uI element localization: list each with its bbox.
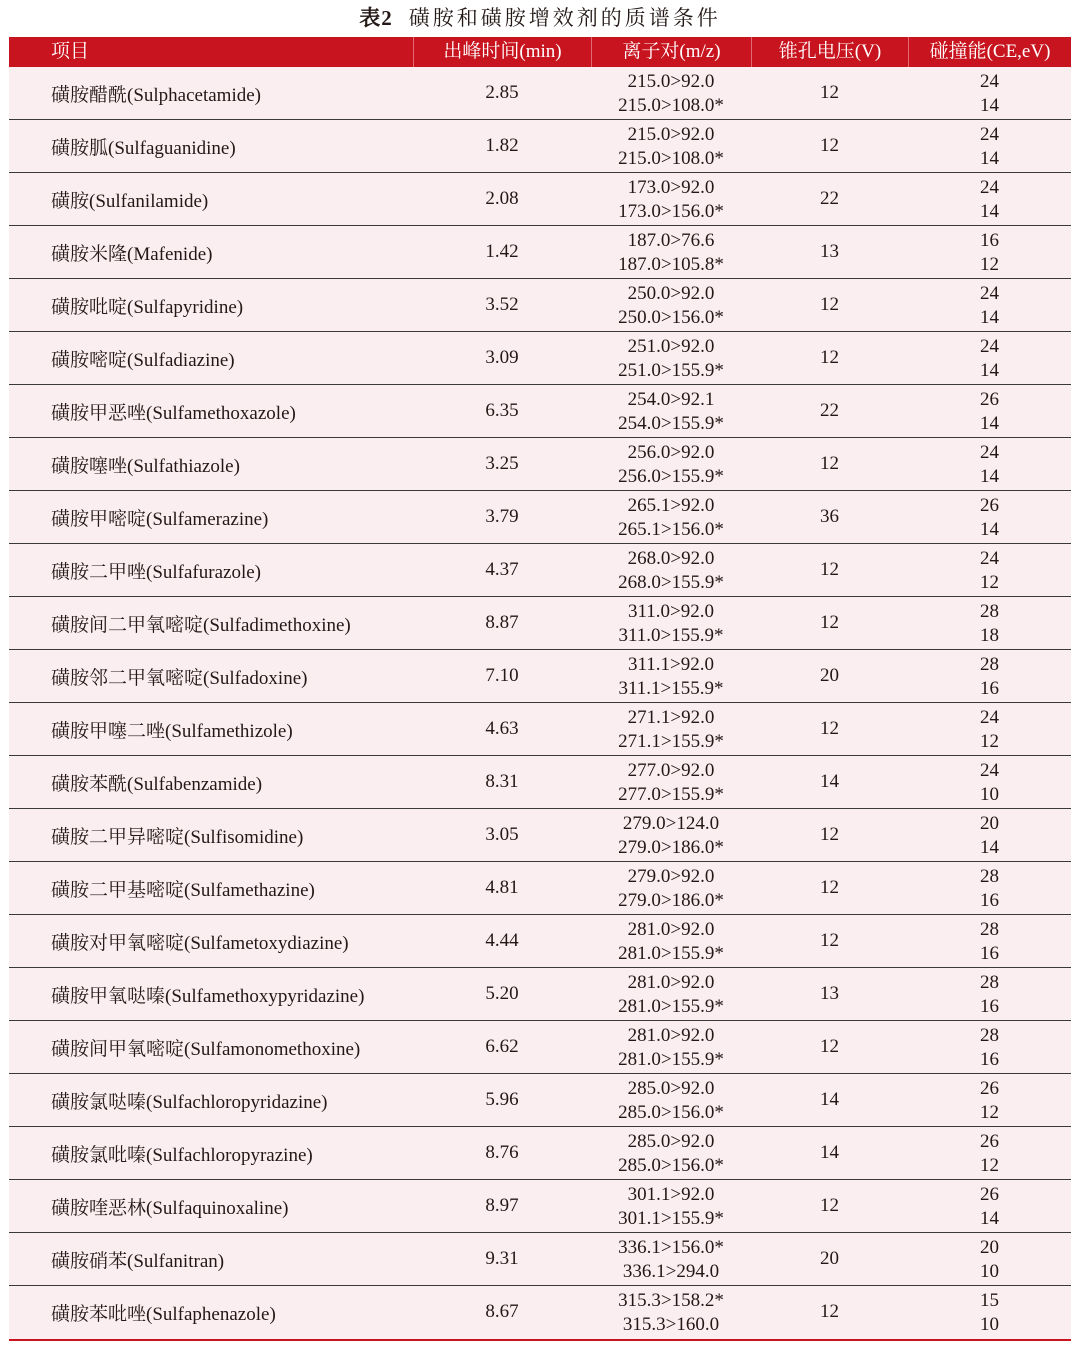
table-bottom-rule xyxy=(9,1339,1071,1341)
collision-energies xyxy=(908,226,1071,278)
table-row xyxy=(9,1233,1071,1286)
retention-time: 7.10 xyxy=(485,665,519,686)
cone-voltage: 12 xyxy=(820,718,839,739)
collision-energies xyxy=(908,385,1071,437)
collision-energies xyxy=(908,1074,1071,1126)
collision-energies xyxy=(908,968,1071,1020)
ion-pair-2: 281.0>155.9* xyxy=(618,996,724,1017)
compound-name: 磺胺二甲基嘧啶(Sulfamethazine) xyxy=(51,879,315,901)
ion-pair-1: 268.0>92.0 xyxy=(627,548,715,569)
compound-name: 磺胺对甲氧嘧啶(Sulfametoxydiazine) xyxy=(51,932,349,954)
ion-pair-2: 215.0>108.0* xyxy=(618,95,724,116)
header-collision-energy: 碰撞能(CE,eV) xyxy=(908,37,1071,67)
retention-time: 3.09 xyxy=(485,347,519,368)
table-row xyxy=(9,438,1071,491)
collision-energy-1: 24 xyxy=(980,760,999,781)
ion-pair-2: 311.1>155.9* xyxy=(618,678,724,699)
table-row xyxy=(9,1180,1071,1233)
collision-energies xyxy=(908,67,1071,119)
compound-name: 磺胺二甲异嘧啶(Sulfisomidine) xyxy=(51,826,304,848)
collision-energy-1: 24 xyxy=(980,707,999,728)
retention-time: 3.52 xyxy=(485,294,519,315)
collision-energy-2: 14 xyxy=(980,201,999,222)
collision-energy-1: 28 xyxy=(980,601,999,622)
table-row xyxy=(9,1127,1071,1180)
collision-energies xyxy=(908,1127,1071,1179)
collision-energy-2: 16 xyxy=(980,890,999,911)
retention-time: 6.62 xyxy=(485,1036,519,1057)
ion-pair-1: 336.1>156.0* xyxy=(618,1237,724,1258)
collision-energy-1: 24 xyxy=(980,71,999,92)
collision-energies xyxy=(908,1021,1071,1073)
compound-name: 磺胺醋酰(Sulphacetamide) xyxy=(51,84,262,106)
cone-voltage: 12 xyxy=(820,877,839,898)
table-row xyxy=(9,915,1071,968)
compound-name: 磺胺间二甲氧嘧啶(Sulfadimethoxine) xyxy=(51,614,351,636)
collision-energy-2: 12 xyxy=(980,1102,999,1123)
ion-pairs xyxy=(591,226,751,278)
table-row xyxy=(9,809,1071,862)
retention-time: 5.20 xyxy=(485,983,519,1004)
ion-pair-1: 215.0>92.0 xyxy=(627,71,715,92)
collision-energies xyxy=(908,1233,1071,1285)
cone-voltage: 22 xyxy=(820,400,839,421)
retention-time: 8.76 xyxy=(485,1142,519,1163)
cone-voltage: 12 xyxy=(820,824,839,845)
ion-pairs xyxy=(591,597,751,649)
ion-pairs xyxy=(591,968,751,1020)
ion-pair-2: 271.1>155.9* xyxy=(618,731,724,752)
cone-voltage: 12 xyxy=(820,1036,839,1057)
ion-pair-2: 250.0>156.0* xyxy=(618,307,724,328)
ion-pairs xyxy=(591,332,751,384)
collision-energies xyxy=(908,756,1071,808)
collision-energies xyxy=(908,438,1071,490)
collision-energy-2: 12 xyxy=(980,572,999,593)
ion-pairs xyxy=(591,173,751,225)
ion-pair-2: 265.1>156.0* xyxy=(618,519,724,540)
cone-voltage: 13 xyxy=(820,983,839,1004)
collision-energy-1: 20 xyxy=(980,1237,999,1258)
ion-pairs xyxy=(591,491,751,543)
ion-pair-1: 315.3>158.2* xyxy=(618,1290,724,1311)
table-row xyxy=(9,756,1071,809)
collision-energy-1: 20 xyxy=(980,813,999,834)
collision-energies xyxy=(908,173,1071,225)
ion-pair-1: 254.0>92.1 xyxy=(627,389,715,410)
retention-time: 4.81 xyxy=(485,877,519,898)
collision-energies xyxy=(908,491,1071,543)
ion-pairs xyxy=(591,1233,751,1285)
ion-pair-2: 279.0>186.0* xyxy=(618,890,724,911)
retention-time: 1.42 xyxy=(485,241,519,262)
collision-energy-2: 14 xyxy=(980,95,999,116)
compound-name: 磺胺吡啶(Sulfapyridine) xyxy=(51,296,244,318)
collision-energy-2: 14 xyxy=(980,837,999,858)
collision-energy-2: 14 xyxy=(980,148,999,169)
ion-pairs xyxy=(591,544,751,596)
ion-pair-2: 285.0>156.0* xyxy=(618,1102,724,1123)
table-row xyxy=(9,173,1071,226)
cone-voltage: 14 xyxy=(820,1142,839,1163)
collision-energies xyxy=(908,650,1071,702)
table-row xyxy=(9,385,1071,438)
ion-pair-2: 187.0>105.8* xyxy=(618,254,724,275)
table-row xyxy=(9,67,1071,120)
retention-time: 2.08 xyxy=(485,188,519,209)
collision-energy-1: 24 xyxy=(980,124,999,145)
collision-energy-1: 24 xyxy=(980,442,999,463)
ion-pair-1: 277.0>92.0 xyxy=(627,760,715,781)
compound-name: 磺胺氯哒嗪(Sulfachloropyridazine) xyxy=(51,1091,328,1113)
table-row xyxy=(9,862,1071,915)
compound-name: 磺胺噻唑(Sulfathiazole) xyxy=(51,455,240,477)
compound-name: 磺胺硝苯(Sulfanitran) xyxy=(51,1250,225,1272)
table-row xyxy=(9,597,1071,650)
retention-time: 4.63 xyxy=(485,718,519,739)
ion-pair-1: 311.1>92.0 xyxy=(627,654,714,675)
table-row xyxy=(9,650,1071,703)
compound-name: 磺胺苯酰(Sulfabenzamide) xyxy=(51,773,263,795)
compound-name: 磺胺间甲氧嘧啶(Sulfamonomethoxine) xyxy=(51,1038,361,1060)
table-row xyxy=(9,544,1071,597)
table-row xyxy=(9,279,1071,332)
ion-pair-2: 277.0>155.9* xyxy=(618,784,724,805)
table-row xyxy=(9,1021,1071,1074)
header-ion-pair: 离子对(m/z) xyxy=(591,37,751,67)
ion-pairs xyxy=(591,385,751,437)
ion-pair-1: 250.0>92.0 xyxy=(627,283,715,304)
table-row xyxy=(9,491,1071,544)
collision-energy-2: 16 xyxy=(980,996,999,1017)
compound-name: 磺胺甲恶唑(Sulfamethoxazole) xyxy=(51,402,296,424)
ion-pairs xyxy=(591,67,751,119)
ion-pair-2: 279.0>186.0* xyxy=(618,837,724,858)
compound-name: 磺胺苯吡唑(Sulfaphenazole) xyxy=(51,1303,276,1325)
collision-energy-2: 10 xyxy=(980,1261,999,1282)
ion-pair-2: 281.0>155.9* xyxy=(618,1049,724,1070)
collision-energies xyxy=(908,862,1071,914)
retention-time: 3.25 xyxy=(485,453,519,474)
ion-pair-2: 268.0>155.9* xyxy=(618,572,724,593)
retention-time: 8.31 xyxy=(485,771,519,792)
table-body xyxy=(9,67,1071,1339)
retention-time: 4.37 xyxy=(485,559,519,580)
collision-energy-1: 28 xyxy=(980,972,999,993)
collision-energy-2: 10 xyxy=(980,784,999,805)
ion-pair-1: 285.0>92.0 xyxy=(627,1078,715,1099)
collision-energy-1: 28 xyxy=(980,919,999,940)
compound-name: 磺胺喹恶林(Sulfaquinoxaline) xyxy=(51,1197,289,1219)
cone-voltage: 14 xyxy=(820,771,839,792)
ion-pairs xyxy=(591,756,751,808)
ion-pair-1: 271.1>92.0 xyxy=(627,707,715,728)
collision-energy-2: 16 xyxy=(980,943,999,964)
cone-voltage: 12 xyxy=(820,612,839,633)
cone-voltage: 12 xyxy=(820,347,839,368)
ion-pair-1: 187.0>76.6 xyxy=(627,230,715,251)
ion-pairs xyxy=(591,809,751,861)
cone-voltage: 20 xyxy=(820,1248,839,1269)
ion-pair-2: 285.0>156.0* xyxy=(618,1155,724,1176)
cone-voltage: 36 xyxy=(820,506,839,527)
collision-energy-2: 14 xyxy=(980,519,999,540)
cone-voltage: 12 xyxy=(820,294,839,315)
collision-energy-2: 16 xyxy=(980,678,999,699)
cone-voltage: 12 xyxy=(820,453,839,474)
retention-time: 5.96 xyxy=(485,1089,519,1110)
collision-energies xyxy=(908,809,1071,861)
compound-name: 磺胺甲氧哒嗪(Sulfamethoxypyridazine) xyxy=(51,985,365,1007)
collision-energy-2: 12 xyxy=(980,254,999,275)
collision-energies xyxy=(908,332,1071,384)
collision-energy-1: 28 xyxy=(980,866,999,887)
collision-energy-1: 16 xyxy=(980,230,999,251)
ion-pair-2: 281.0>155.9* xyxy=(618,943,724,964)
collision-energy-2: 10 xyxy=(980,1314,999,1335)
table-row xyxy=(9,120,1071,173)
compound-name: 磺胺甲嘧啶(Sulfamerazine) xyxy=(51,508,269,530)
header-cone-voltage: 锥孔电压(V) xyxy=(751,37,908,67)
collision-energies xyxy=(908,915,1071,967)
ion-pairs xyxy=(591,1286,751,1338)
table-row xyxy=(9,1074,1071,1127)
ion-pairs xyxy=(591,915,751,967)
cone-voltage: 12 xyxy=(820,82,839,103)
table-row xyxy=(9,703,1071,756)
collision-energy-1: 26 xyxy=(980,1184,999,1205)
header-item: 项目 xyxy=(51,41,90,62)
retention-time: 8.67 xyxy=(485,1301,519,1322)
ion-pair-1: 251.0>92.0 xyxy=(627,336,715,357)
collision-energy-2: 18 xyxy=(980,625,999,646)
compound-name: 磺胺米隆(Mafenide) xyxy=(51,243,213,265)
compound-name: 磺胺氯吡嗪(Sulfachloropyrazine) xyxy=(51,1144,313,1166)
collision-energy-1: 24 xyxy=(980,336,999,357)
ion-pair-2: 173.0>156.0* xyxy=(618,201,724,222)
collision-energies xyxy=(908,1286,1071,1338)
ion-pair-2: 215.0>108.0* xyxy=(618,148,724,169)
ion-pair-2: 256.0>155.9* xyxy=(618,466,724,487)
retention-time: 4.44 xyxy=(485,930,519,951)
ion-pair-1: 265.1>92.0 xyxy=(627,495,715,516)
table-number: 表2 xyxy=(359,6,393,30)
collision-energy-2: 16 xyxy=(980,1049,999,1070)
cone-voltage: 12 xyxy=(820,1301,839,1322)
table-row xyxy=(9,226,1071,279)
ion-pair-2: 311.0>155.9* xyxy=(618,625,724,646)
collision-energy-2: 14 xyxy=(980,307,999,328)
collision-energy-1: 26 xyxy=(980,1078,999,1099)
collision-energy-2: 14 xyxy=(980,360,999,381)
ion-pair-1: 281.0>92.0 xyxy=(627,1025,715,1046)
ion-pairs xyxy=(591,438,751,490)
collision-energy-2: 14 xyxy=(980,1208,999,1229)
collision-energy-1: 26 xyxy=(980,495,999,516)
ion-pair-1: 215.0>92.0 xyxy=(627,124,715,145)
ion-pair-1: 173.0>92.0 xyxy=(627,177,715,198)
table-title: 磺胺和磺胺增效剂的质谱条件 xyxy=(408,6,721,30)
cone-voltage: 12 xyxy=(820,930,839,951)
ion-pairs xyxy=(591,1127,751,1179)
collision-energy-2: 12 xyxy=(980,731,999,752)
collision-energies xyxy=(908,279,1071,331)
retention-time: 9.31 xyxy=(485,1248,519,1269)
ion-pair-1: 281.0>92.0 xyxy=(627,972,715,993)
header-retention-time: 出峰时间(min) xyxy=(413,37,591,67)
ion-pairs xyxy=(591,279,751,331)
collision-energy-1: 28 xyxy=(980,654,999,675)
ion-pair-1: 279.0>124.0 xyxy=(622,813,720,834)
collision-energies xyxy=(908,120,1071,172)
compound-name: 磺胺二甲唑(Sulfafurazole) xyxy=(51,561,261,583)
table-row xyxy=(9,968,1071,1021)
table-caption xyxy=(0,4,1080,32)
retention-time: 3.79 xyxy=(485,506,519,527)
retention-time: 8.97 xyxy=(485,1195,519,1216)
ion-pairs xyxy=(591,1180,751,1232)
cone-voltage: 20 xyxy=(820,665,839,686)
compound-name: 磺胺嘧啶(Sulfadiazine) xyxy=(51,349,235,371)
cone-voltage: 22 xyxy=(820,188,839,209)
collision-energy-1: 28 xyxy=(980,1025,999,1046)
cone-voltage: 13 xyxy=(820,241,839,262)
cone-voltage: 12 xyxy=(820,559,839,580)
ion-pair-1: 279.0>92.0 xyxy=(627,866,715,887)
compound-name: 磺胺甲噻二唑(Sulfamethizole) xyxy=(51,720,293,742)
ion-pair-1: 281.0>92.0 xyxy=(627,919,715,940)
cone-voltage: 14 xyxy=(820,1089,839,1110)
collision-energy-1: 26 xyxy=(980,1131,999,1152)
ion-pairs xyxy=(591,120,751,172)
retention-time: 2.85 xyxy=(485,82,519,103)
collision-energy-1: 24 xyxy=(980,548,999,569)
mass-spec-table xyxy=(9,37,1071,1339)
ion-pairs xyxy=(591,862,751,914)
ion-pair-1: 311.0>92.0 xyxy=(627,601,714,622)
compound-name: 磺胺邻二甲氧嘧啶(Sulfadoxine) xyxy=(51,667,308,689)
ion-pair-1: 301.1>92.0 xyxy=(627,1184,715,1205)
collision-energy-2: 12 xyxy=(980,1155,999,1176)
collision-energy-1: 26 xyxy=(980,389,999,410)
compound-name: 磺胺(Sulfanilamide) xyxy=(51,190,209,212)
ion-pairs xyxy=(591,1021,751,1073)
collision-energy-2: 14 xyxy=(980,466,999,487)
cone-voltage: 12 xyxy=(820,1195,839,1216)
ion-pair-2: 315.3>160.0 xyxy=(622,1314,720,1335)
ion-pair-2: 254.0>155.9* xyxy=(618,413,724,434)
ion-pair-2: 336.1>294.0 xyxy=(622,1261,720,1282)
ion-pairs xyxy=(591,650,751,702)
ion-pairs xyxy=(591,1074,751,1126)
collision-energies xyxy=(908,544,1071,596)
ion-pairs xyxy=(591,703,751,755)
collision-energy-1: 24 xyxy=(980,283,999,304)
table-header xyxy=(9,37,1071,67)
retention-time: 1.82 xyxy=(485,135,519,156)
ion-pair-2: 301.1>155.9* xyxy=(618,1208,724,1229)
table-row xyxy=(9,332,1071,385)
collision-energy-2: 14 xyxy=(980,413,999,434)
collision-energies xyxy=(908,1180,1071,1232)
ion-pair-1: 256.0>92.0 xyxy=(627,442,715,463)
ion-pair-2: 251.0>155.9* xyxy=(618,360,724,381)
ion-pair-1: 285.0>92.0 xyxy=(627,1131,715,1152)
collision-energy-1: 24 xyxy=(980,177,999,198)
collision-energies xyxy=(908,703,1071,755)
compound-name: 磺胺胍(Sulfaguanidine) xyxy=(51,137,236,159)
retention-time: 6.35 xyxy=(485,400,519,421)
cone-voltage: 12 xyxy=(820,135,839,156)
collision-energy-1: 15 xyxy=(980,1290,999,1311)
retention-time: 8.87 xyxy=(485,612,519,633)
retention-time: 3.05 xyxy=(485,824,519,845)
collision-energies xyxy=(908,597,1071,649)
table-row xyxy=(9,1286,1071,1339)
